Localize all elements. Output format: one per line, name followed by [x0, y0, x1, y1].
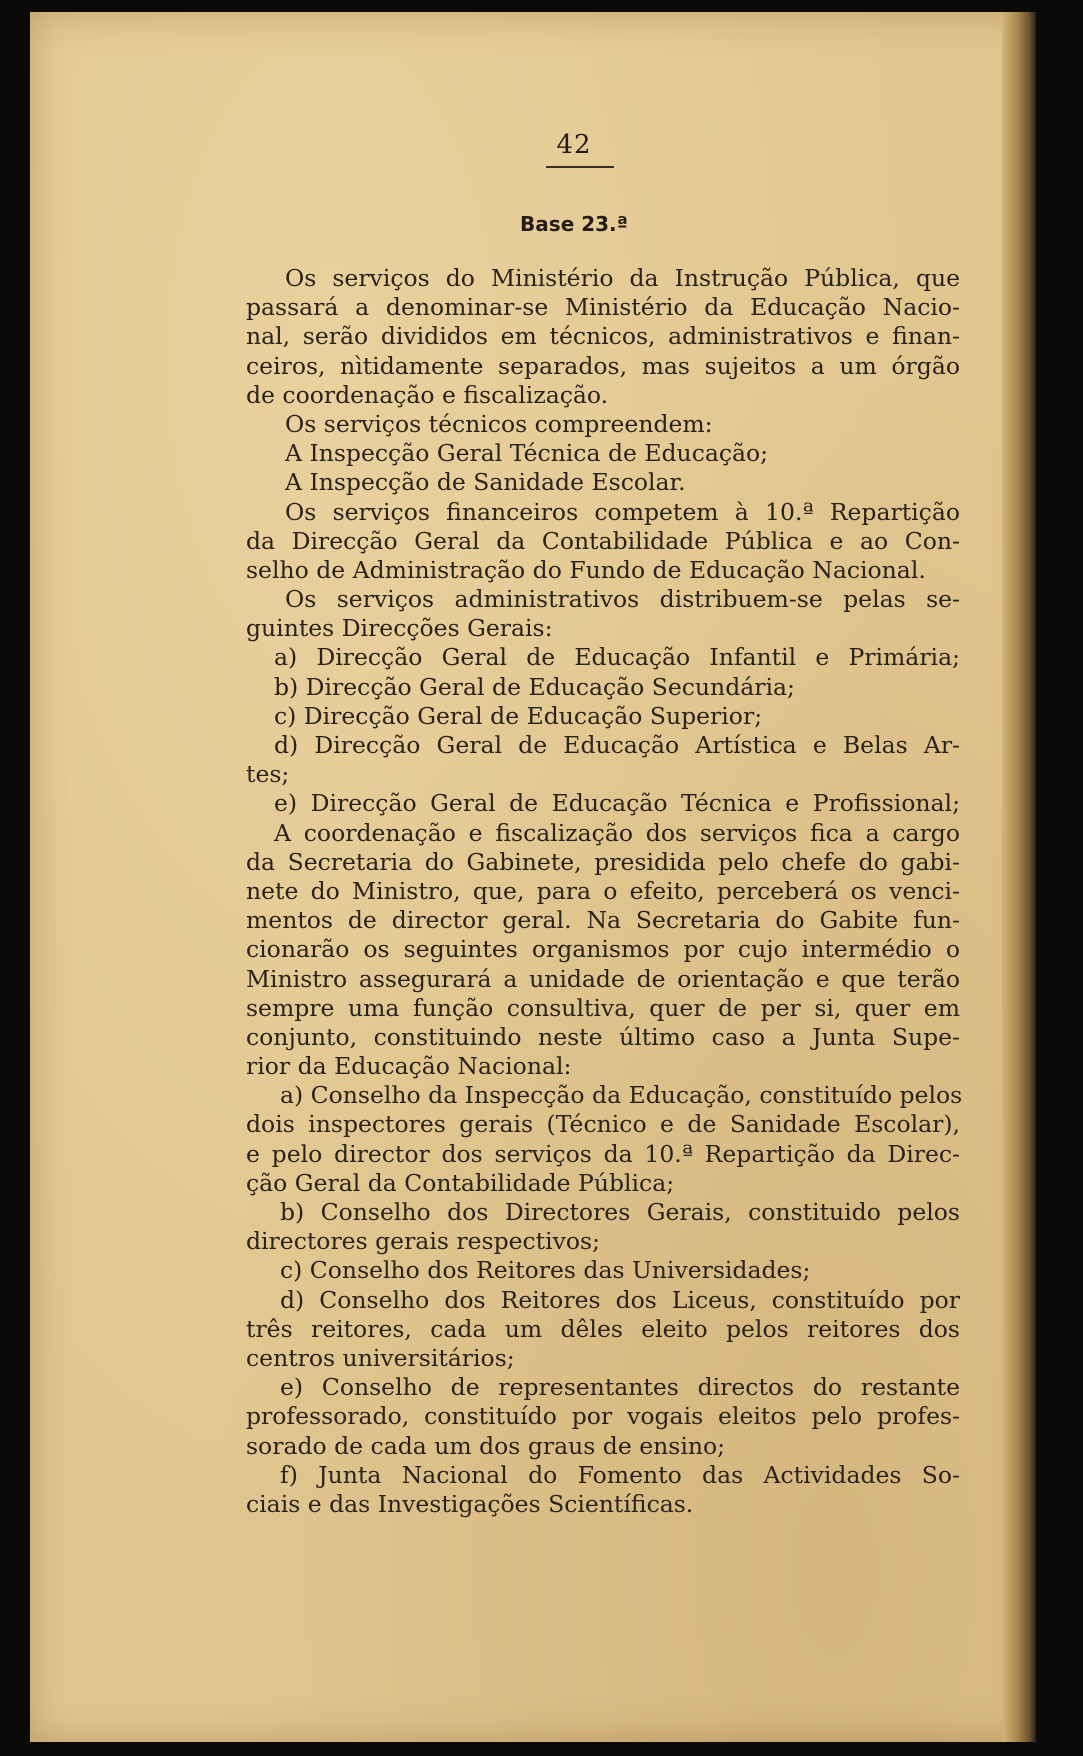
page-number: 42: [556, 130, 592, 160]
text-line: b) Direcção Geral de Educação Secundária;: [274, 672, 795, 701]
text-line: nal, serão divididos em técnicos, administrativos e finan-: [246, 322, 960, 351]
document-page: [30, 12, 1036, 1742]
page-number-rule: [546, 166, 614, 168]
body-text: [246, 264, 963, 1519]
text-line: passará a denominar-se Ministério da Educação Nacio-: [246, 293, 960, 322]
text-line: dois inspectores gerais (Técnico e de Sanidade Escolar),: [246, 1110, 960, 1139]
text-line: sempre uma função consultiva, quer de per si, quer em: [246, 993, 960, 1022]
text-line: ceiros, nìtidamente separados, mas sujeitos a um órgão: [246, 351, 960, 380]
text-line: f) Junta Nacional do Fomento das Actividades So-: [280, 1460, 960, 1489]
text-line: c) Conselho dos Reitores das Universidades;: [280, 1256, 811, 1285]
text-line: de coordenação e fiscalização.: [246, 380, 609, 409]
text-line: a) Direcção Geral de Educação Infantil e Primária;: [274, 643, 960, 672]
text-line: professorado, constituído por vogais eleitos pelo profes-: [246, 1402, 960, 1431]
text-line: tes;: [246, 760, 290, 789]
text-line: cionarão os seguintes organismos por cujo intermédio o: [246, 935, 960, 964]
text-line: Os serviços administrativos distribuem-se pelas se-: [285, 585, 960, 614]
page-edge-shadow: [1002, 12, 1036, 1742]
text-line: e) Conselho de representantes directos do restante: [280, 1373, 960, 1402]
text-line: d) Direcção Geral de Educação Artística e Belas Ar-: [274, 731, 960, 759]
text-line: nete do Ministro, que, para o efeito, perceberá os venci-: [246, 876, 960, 905]
text-line: selho de Administração do Fundo de Educação Nacional.: [246, 555, 926, 584]
text-line: Os serviços do Ministério da Instrução Pública, que: [285, 264, 960, 292]
text-line: b) Conselho dos Directores Gerais, constituido pelos: [280, 1198, 960, 1226]
text-line: e pelo director dos serviços da 10.ª Repartição da Direc-: [246, 1139, 960, 1168]
text-line: ciais e das Investigações Scientíficas.: [246, 1489, 694, 1518]
text-line: Os serviços técnicos compreendem:: [285, 409, 713, 438]
text-line: e) Direcção Geral de Educação Técnica e Profissional;: [274, 789, 960, 818]
text-line: conjunto, constituindo neste último caso a Junta Supe-: [246, 1022, 960, 1051]
text-line: rior da Educação Nacional:: [246, 1052, 572, 1081]
text-line: guintes Direcções Gerais:: [246, 614, 553, 643]
text-line: Os serviços financeiros competem à 10.ª Repartição: [285, 497, 960, 526]
text-line: A Inspecção Geral Técnica de Educação;: [285, 439, 769, 468]
text-line: da Secretaria do Gabinete, presidida pelo chefe do gabi-: [246, 847, 960, 876]
section-heading: Base 23.ª: [520, 212, 628, 236]
text-line: d) Conselho dos Reitores dos Liceus, constituído por: [280, 1285, 960, 1314]
text-line: sorado de cada um dos graus de ensino;: [246, 1431, 726, 1460]
text-line: c) Direcção Geral de Educação Superior;: [274, 701, 763, 730]
text-line: da Direcção Geral da Contabilidade Pública e ao Con-: [246, 526, 960, 555]
text-line: Ministro assegurará a unidade de orientação e que terão: [246, 964, 960, 993]
text-line: ção Geral da Contabilidade Pública;: [246, 1168, 675, 1197]
text-line: centros universitários;: [246, 1343, 515, 1372]
text-line: directores gerais respectivos;: [246, 1227, 601, 1256]
text-line: três reitores, cada um dêles eleito pelos reitores dos: [246, 1314, 960, 1343]
text-line: a) Conselho da Inspecção da Educação, constituído pelos: [280, 1081, 963, 1110]
text-line: mentos de director geral. Na Secretaria do Gabite fun-: [246, 906, 960, 935]
text-line: A coordenação e fiscalização dos serviços fica a cargo: [274, 818, 960, 847]
text-line: A Inspecção de Sanidade Escolar.: [285, 468, 686, 497]
